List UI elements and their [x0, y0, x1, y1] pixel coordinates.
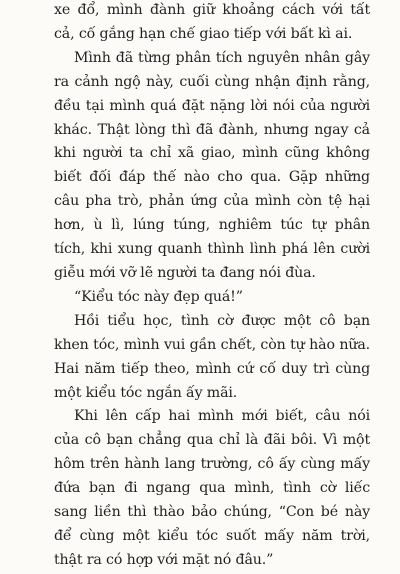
paragraph-quote-haircut: “Kiểu tóc này đẹp quá!”: [74, 288, 243, 305]
paragraph-self-analysis: Mình đã từng phân tích nguyên nhân gây ra cảnh ngộ này, cuối cùng nhận định rằng, đều tại mình quá đặt nặng lời nói của người khác. Thật lòng thì đã đành, nhưng ngay cả khi người ta chỉ xã giao, mình cũng không biết đối đáp thế nào cho qua. Gặp những câu pha trò, phản ứng của mình còn tệ hại hơn, ù lì, lúng túng, nghiêm túc tự phân tích, khi xung quanh thình lình phá lên cười giễu mới vỡ lẽ người ta đang nói đùa.: [54, 49, 370, 281]
paragraph-continuation: xe đổ, mình đành giữ khoảng cách với tất cả, cố gắng hạn chế giao tiếp với bất kì ai.: [54, 2, 370, 42]
paragraph-middle-school: Khi lên cấp hai mình mới biết, câu nói của cô bạn chẳng qua chỉ là đãi bôi. Vì một hôm trên hành lang trường, cô ấy cùng mấy đứa bạn đi ngang qua mình, tình cờ liếc sang liền thì thào bảo chúng, “Con bé này để cùng một kiểu tóc suốt mấy năm trời, thật ra có hợp với mặt nó đâu.”: [54, 408, 370, 568]
paragraph-elementary-school: Hồi tiểu học, tình cờ được một cô bạn khen tóc, mình vui gần chết, còn tự hào nữa. Hai năm tiếp theo, mình cứ cố duy trì cùng một kiểu tóc ngắn ấy mãi.: [54, 312, 370, 401]
